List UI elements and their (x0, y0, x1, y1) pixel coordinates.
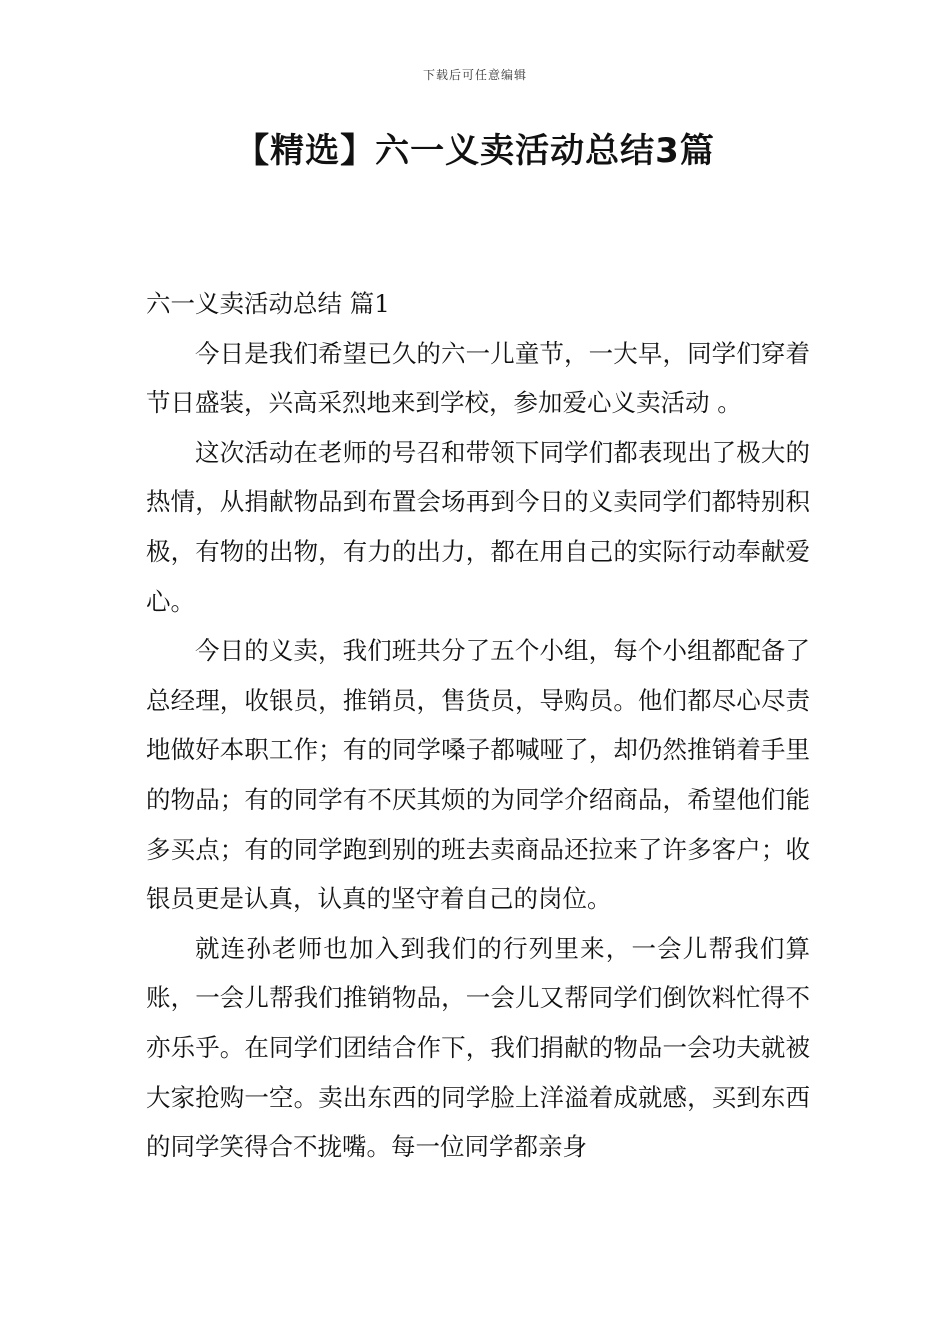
paragraph-1: 今日是我们希望已久的六一儿童节，一大早，同学们穿着节日盛装，兴高采烈地来到学校，参加爱心义卖活动 。 (146, 338, 810, 418)
document-body (146, 279, 810, 1172)
paragraph-4: 就连孙老师也加入到我们的行列里来，一会儿帮我们算账，一会儿帮我们推销物品，一会儿又帮同学们倒饮料忙得不亦乐乎。在同学们团结合作下，我们捐献的物品一会功夫就被大家抢购一空。卖出东西的同学脸上洋溢着成就感，买到东西的同学笑得合不拢嘴。每一位同学都亲身 (146, 933, 810, 1162)
paragraph-3: 今日的义卖，我们班共分了五个小组，每个小组都配备了总经理，收银员，推销员，售货员，导购员。他们都尽心尽责地做好本职工作；有的同学嗓子都喊哑了，却仍然推销着手里的物品；有的同学有不厌其烦的为同学介绍商品，希望他们能多买点；有的同学跑到别的班去卖商品还拉来了许多客户；收银员更是认真，认真的坚守着自己的岗位。 (146, 636, 810, 914)
document-title: 【精选】六一义卖活动总结3篇 (235, 131, 715, 171)
section-heading: 六一义卖活动总结 篇1 (146, 289, 390, 318)
paragraph-2: 这次活动在老师的号召和带领下同学们都表现出了极大的热情，从捐献物品到布置会场再到今日的义卖同学们都特别积极，有物的出物，有力的出力，都在用自己的实际行动奉献爱心。 (146, 437, 810, 616)
header-note: 下载后可任意编辑 (422, 68, 527, 82)
